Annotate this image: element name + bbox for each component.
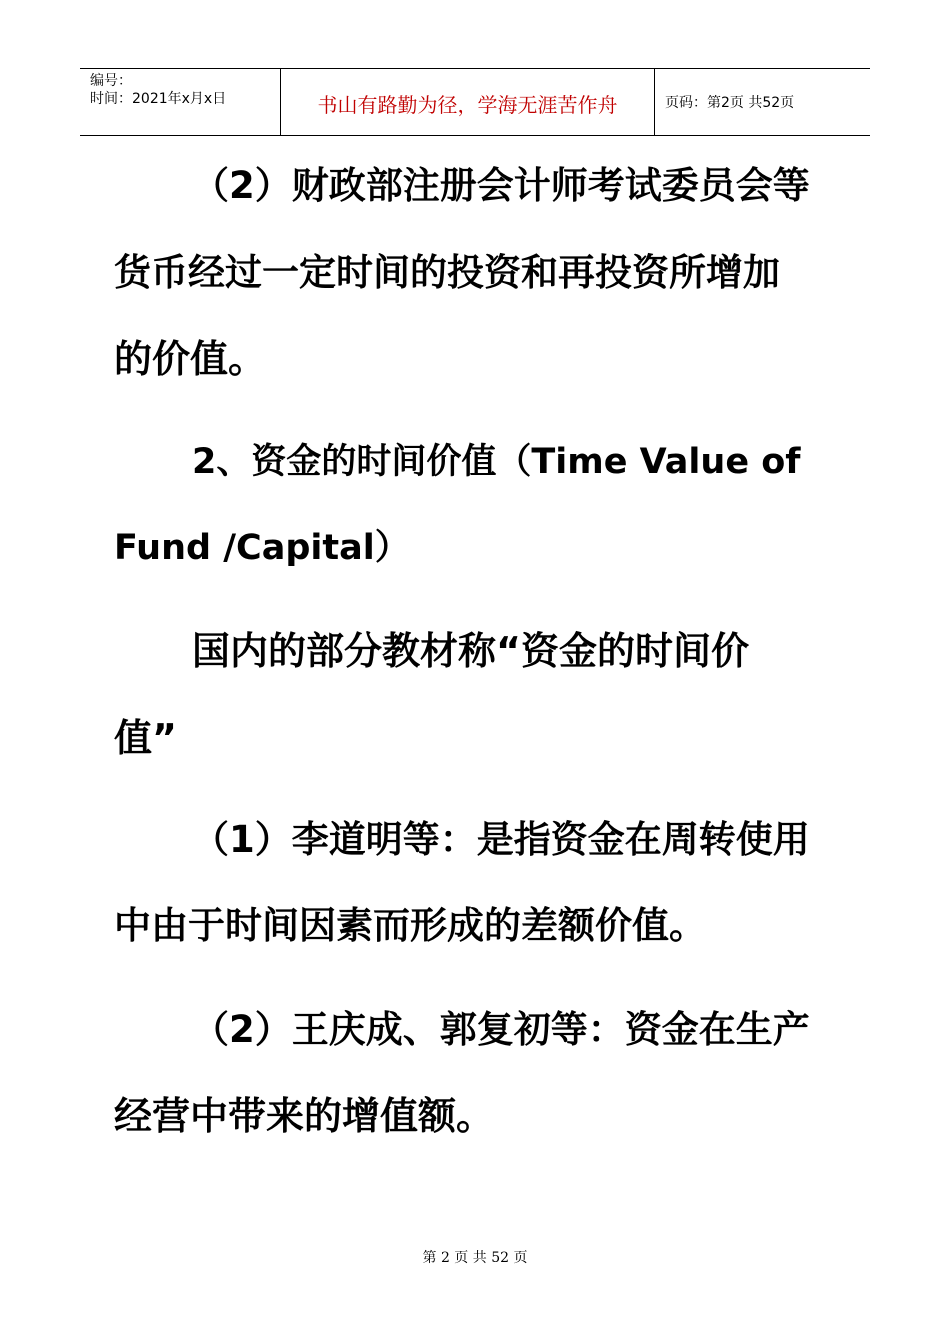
header-page-info: 页码：第2页 共52页 <box>665 95 795 111</box>
paragraph-line-2: 货币经过一定时间的投资和再投资所增加 <box>114 251 780 294</box>
paragraph-line-10: （2）王庆成、郭复初等：资金在生产 <box>192 1008 810 1051</box>
paragraph-line-8: （1）李道明等：是指资金在周转使用 <box>192 818 810 861</box>
page-footer: 第 2 页 共 52 页 <box>422 1250 528 1266</box>
paragraph-line-9: 中由于时间因素而形成的差额价值。 <box>114 904 706 947</box>
page-header <box>80 68 870 136</box>
paragraph-line-1: （2）财政部注册会计师考试委员会等 <box>192 164 810 207</box>
paragraph-line-11: 经营中带来的增值额。 <box>114 1094 495 1138</box>
header-left-cell <box>80 69 281 135</box>
header-middle-cell <box>281 69 655 135</box>
paragraph-line-6: 国内的部分教材称“资金的时间价 <box>192 629 749 673</box>
header-motto: 书山有路勤为径，学海无涯苦作舟 <box>317 93 618 117</box>
section-heading-line-1: 2、资金的时间价值（Time Value of <box>192 442 801 482</box>
paragraph-line-7: 值” <box>114 716 177 760</box>
paragraph-line-3: 的价值。 <box>114 337 267 381</box>
section-heading-line-2: Fund /Capital） <box>114 528 410 568</box>
header-right-cell <box>655 69 870 135</box>
header-number-label: 编号： <box>90 73 132 89</box>
header-time-label: 时间：2021年x月x日 <box>90 91 227 107</box>
